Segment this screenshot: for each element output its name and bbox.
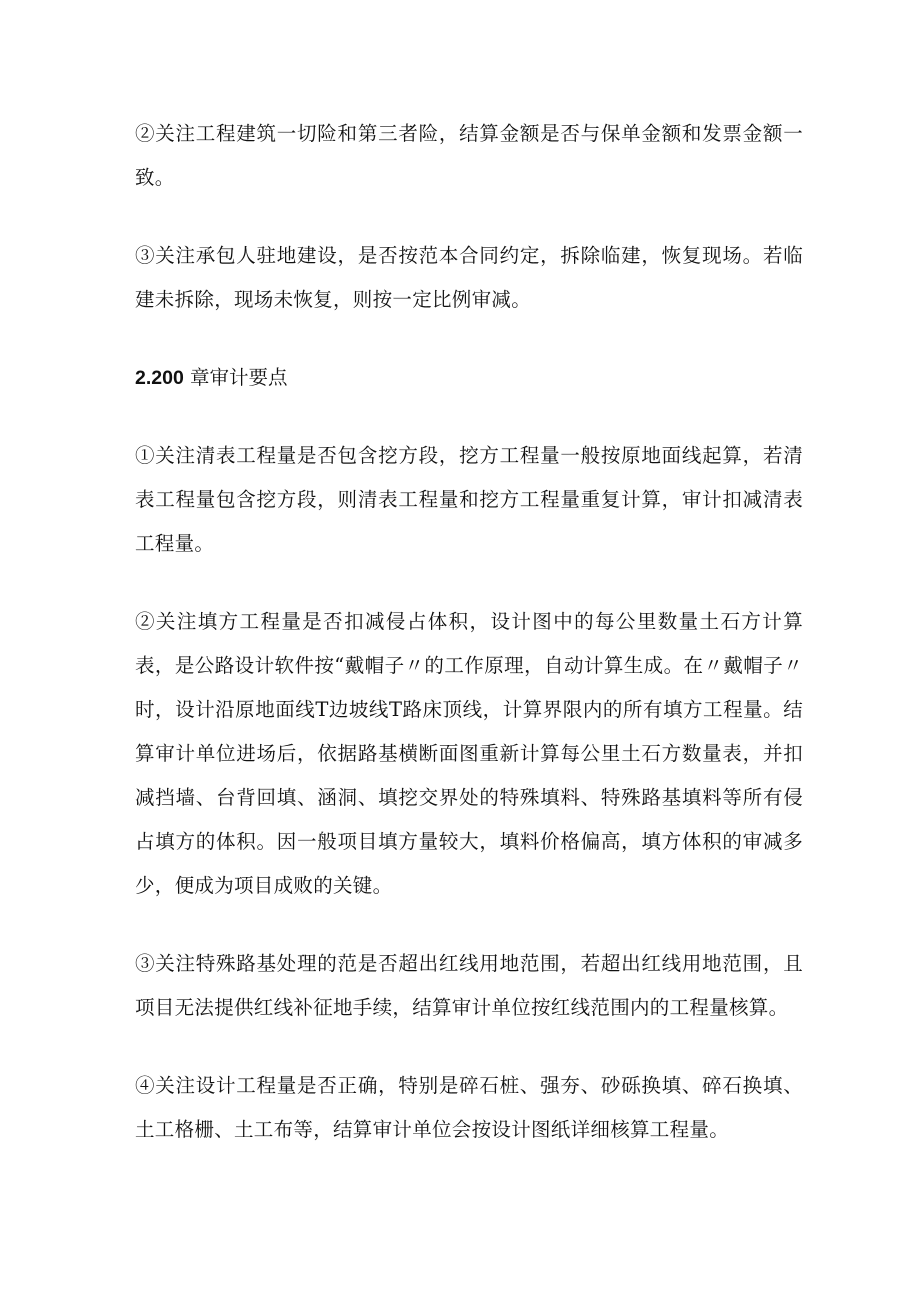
section-title: 章审计要点 [183,366,288,389]
paragraph-insurance: ②关注工程建筑一切险和第三者险，结算金额是否与保单金额和发票金额一致。 [135,122,803,189]
paragraph-design-quantity: ④关注设计工程量是否正确，特别是碎石桩、强夯、砂砾换填、碎石换填、土工格栅、土工布等，结算审计单位会按设计图纸详细核算工程量。 [135,1074,803,1141]
paragraph-fill-volume: ②关注填方工程量是否扣减侵占体积，设计图中的每公里数量土石方计算表，是公路设计软件按“戴帽子〃的工作原理，自动计算生成。在〃戴帽子〃时，设计沿原地面线T边坡线T路床顶线，计算界限内的所有填方工程量。结算审计单位进场后，依据路基横断面图重新计算每公里土石方数量表，并扣减挡墙、台背回填、涵洞、填挖交界处的特殊填料、特殊路基填料等所有侵占填方的体积。因一般项目填方量较大，填料价格偏高，填方体积的审减多少，便成为项目成败的关键。 [135,610,803,897]
paragraph-site-restoration: ③关注承包人驻地建设，是否按范本合同约定，拆除临建，恢复现场。若临建未拆除，现场未恢复，则按一定比例审减。 [135,244,803,311]
paragraph-special-subgrade: ③关注特殊路基处理的范是否超出红线用地范围，若超出红线用地范围，且项目无法提供红线补征地手续，结算审计单位按红线范围内的工程量核算。 [135,952,803,1019]
document-body [135,112,803,1186]
paragraph-clearing: ①关注清表工程量是否包含挖方段，挖方工程量一般按原地面线起算，若清表工程量包含挖方段，则清表工程量和挖方工程量重复计算，审计扣减清表工程量。 [135,444,803,555]
section-heading [135,356,803,400]
section-number: 2.200 [135,367,184,389]
